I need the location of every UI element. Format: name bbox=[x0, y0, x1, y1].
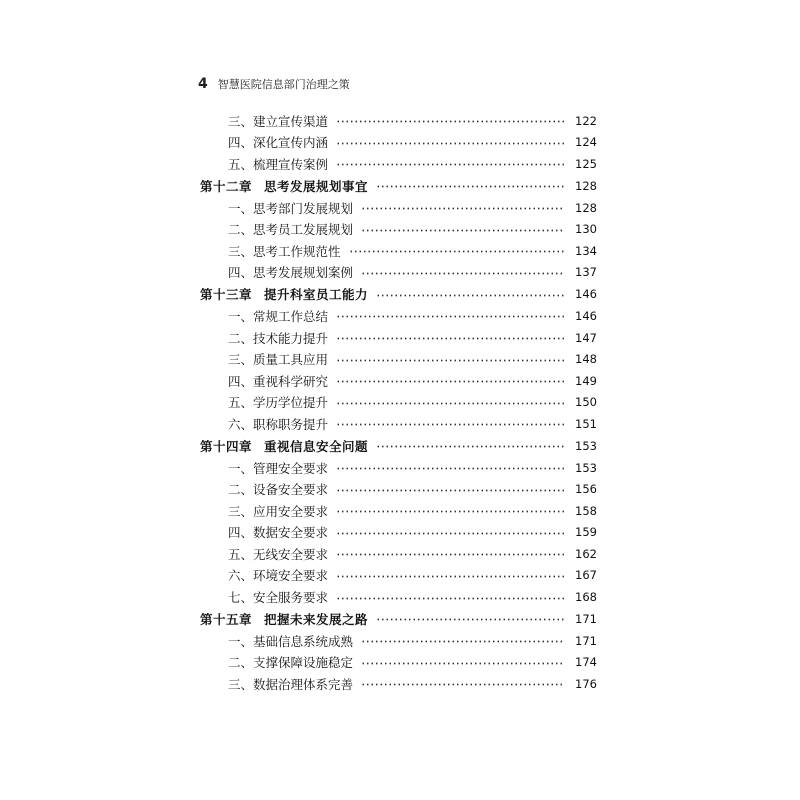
toc-entry-title bbox=[200, 285, 376, 303]
dot-leader bbox=[376, 618, 565, 621]
dot-leader bbox=[336, 359, 565, 362]
dot-leader bbox=[361, 207, 565, 210]
toc-page-number: 150 bbox=[575, 395, 597, 410]
toc-section-entry bbox=[200, 132, 597, 154]
toc-page-number: 153 bbox=[575, 460, 597, 475]
toc-page-number: 128 bbox=[575, 200, 597, 215]
toc-entry-title: 七、安全服务要求 bbox=[228, 590, 329, 606]
toc-entry-title bbox=[200, 177, 376, 195]
toc-page-number: 128 bbox=[575, 178, 597, 193]
dot-leader bbox=[336, 423, 565, 426]
chapter-title: 提升科室员工能力 bbox=[264, 287, 369, 303]
toc-chapter-entry bbox=[200, 608, 597, 630]
chapter-label: 第十四章 bbox=[200, 438, 253, 454]
toc-entry-title bbox=[200, 610, 376, 628]
toc-chapter-entry bbox=[200, 283, 597, 305]
toc-entry-title: 一、常规工作总结 bbox=[228, 308, 329, 324]
dot-leader bbox=[376, 185, 565, 188]
toc-entry-title: 一、基础信息系统成熟 bbox=[228, 633, 354, 649]
toc-page-number: 134 bbox=[575, 243, 597, 258]
toc-section-entry bbox=[200, 262, 597, 284]
toc-section-entry bbox=[200, 197, 597, 219]
toc-entry-title: 二、思考员工发展规划 bbox=[228, 222, 354, 238]
dot-leader bbox=[349, 250, 565, 253]
toc-page-number: 124 bbox=[575, 135, 597, 150]
toc-chapter-entry bbox=[200, 175, 597, 197]
toc-section-entry bbox=[200, 522, 597, 544]
toc-page-number: 171 bbox=[575, 611, 597, 626]
table-of-contents bbox=[200, 110, 597, 695]
book-title: 智慧医院信息部门治理之策 bbox=[217, 78, 350, 91]
toc-page-number: 130 bbox=[575, 222, 597, 237]
toc-page-number: 156 bbox=[575, 482, 597, 497]
toc-page-number: 146 bbox=[575, 287, 597, 302]
toc-page-number: 159 bbox=[575, 525, 597, 540]
toc-page-number: 122 bbox=[575, 113, 597, 128]
toc-page-number: 125 bbox=[575, 156, 597, 171]
dot-leader bbox=[336, 120, 565, 123]
toc-section-entry bbox=[200, 500, 597, 522]
dot-leader bbox=[336, 467, 565, 470]
chapter-label: 第十五章 bbox=[200, 611, 253, 627]
running-header bbox=[198, 76, 350, 92]
toc-section-entry bbox=[200, 565, 597, 587]
toc-page-number: 146 bbox=[575, 308, 597, 323]
toc-entry-title: 六、环境安全要求 bbox=[228, 568, 329, 584]
toc-entry-title: 五、学历学位提升 bbox=[228, 395, 329, 411]
dot-leader bbox=[336, 142, 565, 145]
chapter-title: 重视信息安全问题 bbox=[264, 438, 369, 454]
dot-leader bbox=[336, 597, 565, 600]
toc-entry-title: 四、思考发展规划案例 bbox=[228, 265, 354, 281]
toc-entry-title: 六、职称职务提升 bbox=[228, 416, 329, 432]
dot-leader bbox=[336, 402, 565, 405]
dot-leader bbox=[336, 163, 565, 166]
toc-entry-title: 四、重视科学研究 bbox=[228, 373, 329, 389]
toc-entry-title: 三、数据治理体系完善 bbox=[228, 676, 354, 692]
dot-leader bbox=[336, 575, 565, 578]
toc-section-entry bbox=[200, 630, 597, 652]
toc-page-number: 158 bbox=[575, 503, 597, 518]
toc-entry-title: 五、梳理宣传案例 bbox=[228, 156, 329, 172]
dot-leader bbox=[376, 445, 565, 448]
toc-section-entry bbox=[200, 218, 597, 240]
toc-section-entry bbox=[200, 586, 597, 608]
dot-leader bbox=[361, 229, 565, 232]
toc-entry-title bbox=[200, 437, 376, 455]
dot-leader bbox=[336, 553, 565, 556]
toc-section-entry bbox=[200, 305, 597, 327]
toc-section-entry bbox=[200, 348, 597, 370]
toc-page-number: 153 bbox=[575, 438, 597, 453]
dot-leader bbox=[336, 337, 565, 340]
chapter-label: 第十二章 bbox=[200, 178, 253, 194]
toc-section-entry bbox=[200, 413, 597, 435]
toc-entry-title: 三、应用安全要求 bbox=[228, 503, 329, 519]
toc-entry-title: 三、建立宣传渠道 bbox=[228, 113, 329, 129]
toc-entry-title: 三、质量工具应用 bbox=[228, 352, 329, 368]
dot-leader bbox=[361, 683, 565, 686]
toc-section-entry bbox=[200, 651, 597, 673]
chapter-title: 思考发展规划事宜 bbox=[264, 178, 369, 194]
toc-entry-title: 一、思考部门发展规划 bbox=[228, 200, 354, 216]
toc-section-entry bbox=[200, 110, 597, 132]
toc-section-entry bbox=[200, 370, 597, 392]
toc-entry-title: 一、管理安全要求 bbox=[228, 460, 329, 476]
toc-entry-title: 二、支撑保障设施稳定 bbox=[228, 655, 354, 671]
toc-page-number: 162 bbox=[575, 546, 597, 561]
dot-leader bbox=[361, 662, 565, 665]
toc-section-entry bbox=[200, 478, 597, 500]
chapter-label: 第十三章 bbox=[200, 287, 253, 303]
dot-leader bbox=[361, 272, 565, 275]
toc-entry-title: 四、深化宣传内涵 bbox=[228, 135, 329, 151]
page-number: 4 bbox=[198, 76, 208, 92]
toc-entry-title: 四、数据安全要求 bbox=[228, 525, 329, 541]
toc-page-number: 174 bbox=[575, 655, 597, 670]
dot-leader bbox=[361, 640, 565, 643]
toc-page-number: 147 bbox=[575, 330, 597, 345]
toc-page-number: 137 bbox=[575, 265, 597, 280]
toc-section-entry bbox=[200, 392, 597, 414]
toc-section-entry bbox=[200, 240, 597, 262]
toc-entry-title: 二、设备安全要求 bbox=[228, 482, 329, 498]
toc-page-number: 151 bbox=[575, 416, 597, 431]
toc-page-number: 176 bbox=[575, 676, 597, 691]
toc-page-number: 168 bbox=[575, 590, 597, 605]
dot-leader bbox=[336, 315, 565, 318]
toc-page-number: 148 bbox=[575, 352, 597, 367]
toc-section-entry bbox=[200, 327, 597, 349]
toc-section-entry bbox=[200, 543, 597, 565]
toc-section-entry bbox=[200, 153, 597, 175]
dot-leader bbox=[336, 532, 565, 535]
toc-page-number: 171 bbox=[575, 633, 597, 648]
toc-page-number: 167 bbox=[575, 568, 597, 583]
toc-page-number: 149 bbox=[575, 373, 597, 388]
toc-section-entry bbox=[200, 457, 597, 479]
dot-leader bbox=[336, 510, 565, 513]
toc-section-entry bbox=[200, 673, 597, 695]
chapter-title: 把握未来发展之路 bbox=[264, 611, 369, 627]
dot-leader bbox=[376, 294, 565, 297]
toc-entry-title: 五、无线安全要求 bbox=[228, 546, 329, 562]
toc-entry-title: 三、思考工作规范性 bbox=[228, 243, 341, 259]
toc-chapter-entry bbox=[200, 435, 597, 457]
dot-leader bbox=[336, 380, 565, 383]
dot-leader bbox=[336, 489, 565, 492]
toc-entry-title: 二、技术能力提升 bbox=[228, 330, 329, 346]
